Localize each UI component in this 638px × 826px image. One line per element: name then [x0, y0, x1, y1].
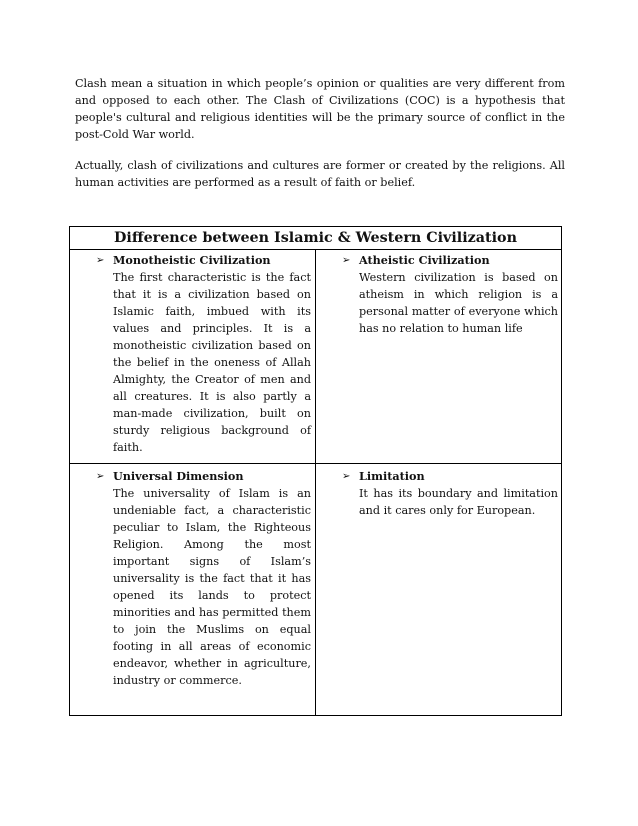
- arrow-bullet-icon: ➢: [96, 255, 105, 266]
- cell-heading: Atheistic Civilization: [359, 253, 490, 267]
- cell-heading: Monotheistic Civilization: [113, 253, 271, 267]
- column-divider: [315, 249, 316, 715]
- cell-text: Western civilization is based on atheism in which religion is a personal matter of everyone which has no relation to human life: [359, 271, 558, 335]
- arrow-bullet-icon: ➢: [342, 471, 351, 482]
- cell-heading: Universal Dimension: [113, 469, 244, 483]
- cell-atheistic-civilization: [342, 252, 558, 337]
- table-title: Difference between Islamic & Western Civilization: [70, 227, 561, 250]
- row-divider: [70, 463, 561, 464]
- cell-heading: Limitation: [359, 469, 425, 483]
- cell-universal-dimension: [96, 468, 311, 689]
- intro-paragraph-1: Clash mean a situation in which people’s opinion or qualities are very different from and opposed to each other. The Clash of Civilizations (COC) is a hypothesis that people's cultural and religious identities will be the primary source of conflict in the post-Cold War world.: [75, 77, 565, 141]
- intro-paragraph-2: Actually, clash of civilizations and cultures are former or created by the religions. All human activities are performed as a result of faith or belief.: [75, 159, 565, 189]
- comparison-table: [69, 226, 562, 716]
- arrow-bullet-icon: ➢: [342, 255, 351, 266]
- cell-limitation: [342, 468, 558, 519]
- arrow-bullet-icon: ➢: [96, 471, 105, 482]
- cell-text: The first characteristic is the fact that it is a civilization based on Islamic faith, imbued with its values and principles. It is a monotheistic civilization based on the belief in the oneness of Allah Almighty, the Creator of men and all creatures. It is also partly a man-made civilization, built on sturdy religious background of faith.: [113, 271, 311, 454]
- cell-monotheistic-civilization: [96, 252, 311, 456]
- cell-text: It has its boundary and limitation and it cares only for European.: [359, 487, 558, 517]
- cell-text: The universality of Islam is an undeniable fact, a characteristic peculiar to Islam, the Righteous Religion. Among the most important signs of Islam’s universality is the fact that it has opened its lands to protect minorities and has permitted them to join the Muslims on equal footing in all areas of economic endeavor, whether in agriculture, industry or commerce.: [113, 487, 311, 687]
